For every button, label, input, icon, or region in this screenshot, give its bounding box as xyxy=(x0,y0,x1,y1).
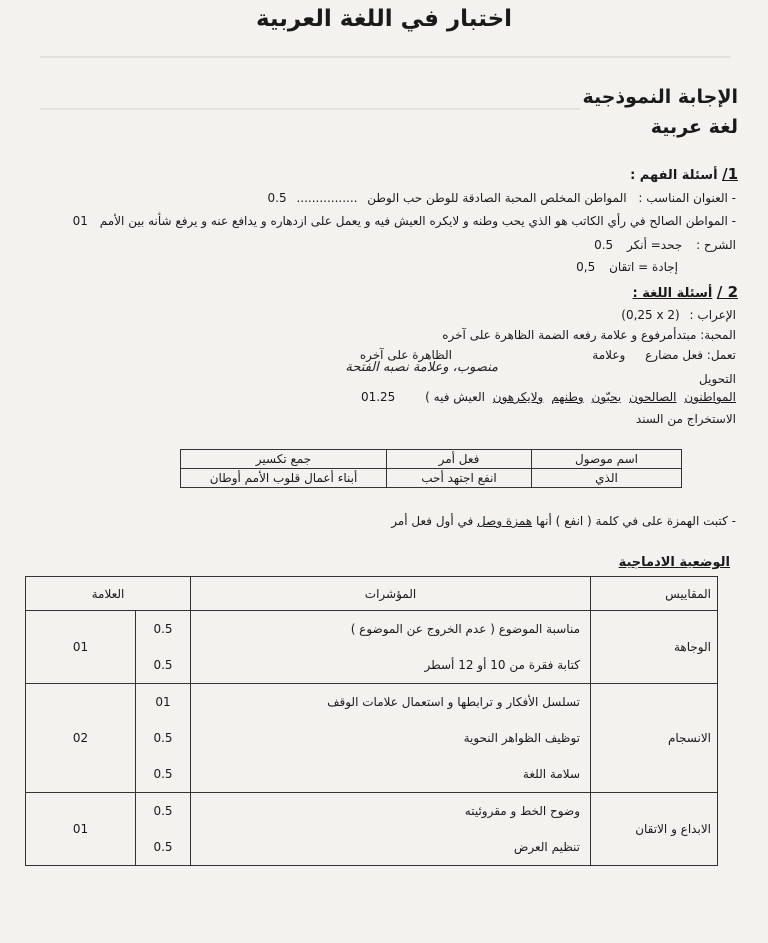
q2-text: - المواطن الصالح في رأي الكاتب هو الذي يحب وطنه و لايكره العيش فيه و يعمل على ازدهاره و يدافع عنه و يرفع شأنه بين الأمم xyxy=(99,214,736,228)
explain-label: الشرح : xyxy=(696,238,736,252)
transform-word: ولايكرهون xyxy=(492,390,544,404)
integration-title: الوضعية الادماجية xyxy=(618,555,730,570)
extract-table xyxy=(180,449,682,488)
table-row xyxy=(181,450,682,469)
indicators-cell xyxy=(191,793,591,866)
indicator: مناسبة الموضوع ( عدم الخروج عن الموضوع ) xyxy=(350,622,580,636)
table-row xyxy=(26,611,718,684)
indicators-cell xyxy=(191,684,591,793)
transform-rest: العيش فيه ) xyxy=(425,390,485,404)
transform-mark: 01.25 xyxy=(360,390,396,404)
page-title: اختبار في اللغة العربية xyxy=(255,6,513,32)
indicator: تسلسل الأفكار و ترابطها و استعمال علامات الوقف xyxy=(327,695,580,709)
sub-mark: 0.5 xyxy=(153,804,173,818)
criterion-cell: الوجاهة xyxy=(591,611,718,684)
table-header: اسم موصول xyxy=(532,450,682,469)
indicators-cell xyxy=(191,611,591,684)
criteria-header: المقاييس xyxy=(591,577,718,611)
sub-marks-cell xyxy=(136,793,191,866)
table-header: فعل أمر xyxy=(387,450,532,469)
indicator: وضوح الخط و مقروئيته xyxy=(464,804,580,818)
q1-dots: ................ xyxy=(296,191,358,205)
indicator: كتابة فقرة من 10 أو 12 أسطر xyxy=(424,658,580,672)
sub-marks-cell xyxy=(136,611,191,684)
parse-2-part-c: الظاهرة على آخره xyxy=(359,348,452,362)
model-answer-heading: الإجابة النموذجية xyxy=(582,86,738,108)
hamza-note xyxy=(391,514,736,528)
total-mark: 01 xyxy=(26,793,136,866)
total-mark: 01 xyxy=(26,611,136,684)
criterion-cell: الانسجام xyxy=(591,684,718,793)
explain-item-2: إجادة = اتقان xyxy=(609,260,678,274)
q1-line xyxy=(268,191,736,205)
section2-heading xyxy=(632,283,738,301)
section1-heading xyxy=(630,165,738,183)
hamza-note-part-c: في أول فعل أمر xyxy=(391,514,474,528)
table-cell: انفع اجتهد أحب xyxy=(387,469,532,488)
table-row xyxy=(26,684,718,793)
extract-label: الاستخراج من السند xyxy=(635,412,736,426)
sub-marks-cell xyxy=(136,684,191,793)
explain-mark-1: 0.5 xyxy=(594,238,614,252)
explain-line-2 xyxy=(576,260,678,274)
explain-line-1 xyxy=(594,238,736,252)
section1-label: أسئلة الفهم : xyxy=(630,168,718,183)
q1-label: - العنوان المناسب : xyxy=(638,191,736,205)
transform-label: التحويل xyxy=(699,372,736,386)
transform-word: وطنهم xyxy=(551,390,584,404)
table-row xyxy=(26,577,718,611)
table-cell: الذي xyxy=(532,469,682,488)
section2-number: 2 / xyxy=(716,283,738,301)
transform-word: الصالحون xyxy=(629,390,677,404)
integration-table xyxy=(25,576,718,866)
sub-mark: 0.5 xyxy=(153,840,173,854)
section2-label: أسئلة اللغة : xyxy=(632,286,713,301)
transform-word: المواطنون xyxy=(684,390,736,404)
subject-heading: لغة عربية xyxy=(650,116,738,138)
parse-2-part-a: تعمل: فعل مضارع xyxy=(645,348,736,362)
transform-sentence xyxy=(361,390,736,404)
parse-item-1: المحبة: مبتدأمرفوع و علامة رفعه الضمة الظاهرة على آخره xyxy=(442,328,736,342)
parse-line xyxy=(621,308,736,322)
sub-mark: 0.5 xyxy=(153,658,173,672)
handwritten-correction: منصوب، وعلامة نصبه الفتحة xyxy=(345,360,498,375)
table-header: جمع تكسير xyxy=(181,450,387,469)
mark-header: العلامة xyxy=(26,577,191,611)
indicator: تنظيم العرض xyxy=(513,840,580,854)
q1-options: المواطن المخلص المحبة الصادقة للوطن حب الوطن xyxy=(367,191,627,205)
q1-mark: 0.5 xyxy=(267,191,287,205)
q2-mark: 01 xyxy=(72,214,88,228)
indicators-header: المؤشرات xyxy=(191,577,591,611)
parse-label: الإعراب : xyxy=(689,308,736,322)
parse-2-part-b: وعلامة xyxy=(592,348,626,362)
table-row xyxy=(181,469,682,488)
parse-item-2 xyxy=(592,348,736,362)
sub-mark: 0.5 xyxy=(153,731,173,745)
indicator: سلامة اللغة xyxy=(522,767,580,781)
q2-line xyxy=(73,214,736,228)
explain-item-1: جحد= أنكر xyxy=(626,238,683,252)
criterion-cell: الابداع و الاتقان xyxy=(591,793,718,866)
sub-mark: 01 xyxy=(155,695,171,709)
parse-mark: (0,25 x 2) xyxy=(621,308,680,322)
explain-mark-2: 0,5 xyxy=(576,260,596,274)
hamza-note-part-b: همزة وصل xyxy=(477,514,533,528)
transform-word: يحبّون xyxy=(591,390,622,404)
table-row xyxy=(26,793,718,866)
indicator: توظيف الظواهر النحوية xyxy=(463,731,580,745)
sub-mark: 0.5 xyxy=(153,767,173,781)
bleed-line xyxy=(40,56,730,58)
table-cell: أبناء أعمال قلوب الأمم أوطان xyxy=(181,469,387,488)
bleed-line xyxy=(40,108,580,110)
sub-mark: 0.5 xyxy=(153,622,173,636)
total-mark: 02 xyxy=(26,684,136,793)
section1-number: 1/ xyxy=(722,165,738,183)
hamza-note-part-a: - كتبت الهمزة على في كلمة ( انفع ) أنها xyxy=(535,514,736,528)
